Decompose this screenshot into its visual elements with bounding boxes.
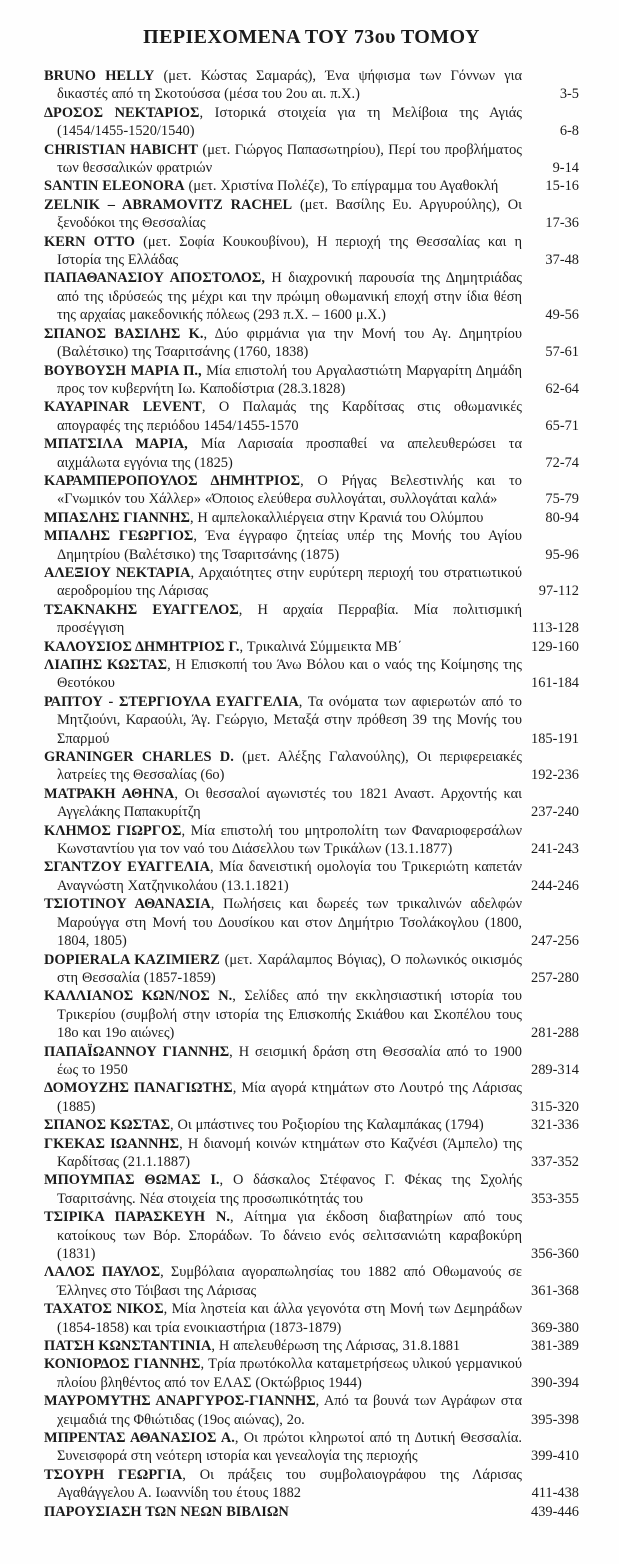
entry-text [44, 601, 522, 638]
entry-author: ΤΣΟΥΡΗ ΓΕΩΡΓΙΑ [44, 1466, 183, 1483]
toc-entry [44, 233, 579, 270]
entry-title: , Η διανομή κοινών κτημάτων στο Καζνέσι (Άμπελο) της Καρδίτσας (21.1.1887) [57, 1135, 522, 1170]
toc-entry [44, 509, 579, 527]
toc-entry [44, 1116, 579, 1134]
entry-text [44, 564, 522, 601]
entry-pages: 62-64 [545, 380, 579, 397]
entry-title: , Μία ληστεία και άλλα γεγονότα στη Μονή των Δεμηράδων (1854-1858) και τρία ενοικιαστήρια (1873-1879) [57, 1301, 522, 1336]
entry-text [44, 141, 522, 178]
entry-pages: 381-389 [531, 1338, 579, 1355]
entry-author: ΠΑΠΑΪΩΑΝΝΟΥ ΓΙΑΝΝΗΣ [44, 1043, 230, 1060]
entry-author: ΤΣΙΡΙΚΑ ΠΑΡΑΣΚΕΥΗ Ν. [44, 1209, 230, 1226]
entry-text [44, 1392, 522, 1429]
entry-author: ΚΑΛΟΥΣΙΟΣ ΔΗΜΗΤΡΙΟΣ Γ. [44, 638, 240, 655]
entry-title: , Ο δάσκαλος Στέφανος Γ. Φέκας της Σχολής Τσαριτσάνης. Νέα στοιχεία της προσωπικότητάς του [57, 1172, 522, 1207]
entry-author: DOPIERALA KAZIMIERZ [44, 951, 220, 968]
entry-author: CHRISTIAN HABICHT [44, 141, 198, 158]
entry-author: ΣΠΑΝΟΣ ΒΑΣΙΛΗΣ Κ. [44, 325, 204, 342]
entry-pages: 247-256 [531, 933, 579, 950]
entry-pages: 129-160 [531, 638, 579, 655]
entry-author: ΣΓΑΝΤΖΟΥ ΕΥΑΓΓΕΛΙΑ [44, 859, 210, 876]
entry-pages: 281-288 [531, 1025, 579, 1042]
entry-title: , Αίτημα για έκδοση διαβατηρίων από τους κατοίκους των Βόρ. Σποράδων. Το δάνειο ενός σελιτσανιώτη καραβοκύρη (1831) [57, 1209, 522, 1262]
entry-pages: 411-438 [531, 1485, 579, 1502]
entry-author: BRUNO HELLY [44, 68, 155, 84]
entry-title: , Μία αγορά κτημάτων στο Λουτρό της Λάρισας (1885) [57, 1080, 522, 1115]
entry-text [44, 656, 522, 693]
entry-pages: 80-94 [545, 509, 579, 526]
entry-title: , Τρικαλινά Σύμμεικτα ΜΒ΄ [239, 638, 403, 655]
entry-author: ΚΟΝΙΟΡΔΟΣ ΓΙΑΝΝΗΣ [44, 1356, 201, 1373]
toc-entry [44, 822, 579, 859]
toc-entry [44, 895, 579, 950]
entry-pages: 192-236 [531, 767, 579, 784]
toc-entry [44, 141, 579, 178]
toc-entry [44, 858, 579, 895]
entry-title: (μετ. Χριστίνα Πολέζε), Το επίγραμμα του Αγαθοκλή [184, 178, 499, 195]
entry-title: Μία Λαρισαία προσπαθεί να απελευθερώσει τα αιχμάλωτα εγγόνια της (1825) [57, 436, 523, 471]
entry-title: , Πωλήσεις και δωρεές των τρικαλινών αδελφών Μαρούγγα στη Μονή του Δουσίκου και στον Δημήτριο Τσολάκογλου (1800, 1804, 1805) [57, 896, 523, 950]
entry-text [44, 748, 522, 785]
entry-author: ΚΑΡΑΜΠΕΡΟΠΟΥΛΟΣ ΔΗΜΗΤΡΙΟΣ [44, 472, 301, 489]
entry-text [44, 527, 522, 564]
entry-text [44, 1263, 522, 1300]
entry-title: Μία επιστολή του Αργαλαστιώτη Μαργαρίτη Δημάδη προς τον κυβερνήτη Ιω. Καποδίστρια (28.3.1828) [57, 362, 523, 397]
toc-entry [44, 1337, 579, 1355]
toc-entry [44, 987, 579, 1042]
entry-text [44, 472, 522, 509]
entry-text [44, 269, 522, 324]
entry-author: ΒΟΥΒΟΥΣΗ ΜΑΡΙΑ Π., [44, 362, 202, 379]
entry-title: , Σελίδες από την εκκλησιαστική ιστορία του Τρικερίου (συμβολή στην ιστορία της Επισκοπής Σκιάθου και Σκοπέλου τους 18ο και 19ο αιώνες) [57, 988, 522, 1042]
toc-entry [44, 1392, 579, 1429]
entry-pages: 241-243 [531, 841, 579, 858]
entry-author: ZELNIK – ABRAMOVITZ RACHEL [44, 196, 293, 213]
entry-title: (μετ. Κώστας Σαμαράς), Ένα ψήφισμα των Γόννων για δικαστές από τη Σκοτούσσα (μέσα του 2ου αι. π.Χ.) [57, 68, 522, 103]
entry-text [44, 509, 522, 527]
entry-author: ΠΑΡΟΥΣΙΑΣΗ ΤΩΝ ΝΕΩΝ ΒΙΒΛΙΩΝ [44, 1503, 289, 1520]
entry-author: ΛΙΑΠΗΣ ΚΩΣΤΑΣ [44, 657, 168, 673]
entry-pages: 17-36 [545, 215, 579, 232]
entry-author: ΔΟΜΟΥΖΗΣ ΠΑΝΑΓΙΩΤΗΣ [44, 1080, 233, 1097]
entry-author: ΚΑΛΛΙΑΝΟΣ ΚΩΝ/ΝΟΣ Ν. [44, 988, 233, 1005]
entry-text [44, 1079, 522, 1116]
entry-author: ΜΑΤΡΑΚΗ ΑΘΗΝΑ [44, 785, 175, 802]
entry-pages: 97-112 [538, 583, 579, 600]
entry-pages: 439-446 [531, 1503, 579, 1520]
entry-pages: 161-184 [531, 675, 579, 692]
entry-text [44, 177, 522, 195]
toc-entry [44, 1208, 579, 1263]
entry-author: ΜΠΡΕΝΤΑΣ ΑΘΑΝΑΣΙΟΣ Α. [44, 1430, 235, 1447]
toc-entry [44, 1466, 579, 1503]
entry-pages: 289-314 [531, 1061, 579, 1078]
entry-text [44, 1043, 522, 1080]
entry-pages: 72-74 [545, 454, 579, 471]
entry-title: (μετ. Σοφία Κουκουβίνου), Η περιοχή της Θεσσαλίας και η Ιστορία της Ελλάδας [57, 233, 522, 269]
entry-pages: 49-56 [545, 307, 579, 324]
toc-entries [44, 67, 579, 1521]
entry-text [44, 1503, 522, 1521]
toc-entry [44, 656, 579, 693]
entry-author: SANTIN ELEONORA [44, 178, 185, 195]
toc-entry [44, 638, 579, 656]
toc-entry [44, 1355, 579, 1392]
toc-entry [44, 398, 579, 435]
entry-pages: 395-398 [531, 1411, 579, 1428]
toc-entry [44, 564, 579, 601]
entry-title: , Οι θεσσαλοί αγωνιστές του 1821 Αναστ. Αρχοντής και Αγγελάκης Παπακυρίτζη [57, 785, 522, 821]
entry-pages: 9-14 [552, 160, 579, 177]
toc-entry [44, 1503, 579, 1521]
entry-author: KAYAPINAR LEVENT [44, 399, 202, 416]
entry-title: , Η σεισμική δράση στη Θεσσαλία από το 1900 έως το 1950 [57, 1043, 522, 1078]
toc-entry [44, 177, 579, 195]
entry-text [44, 1466, 522, 1503]
entry-author: ΓΚΕΚΑΣ ΙΩΑΝΝΗΣ [44, 1135, 180, 1152]
entry-text [44, 822, 522, 859]
entry-text [44, 638, 522, 656]
toc-entry [44, 67, 579, 104]
entry-title: , Οι πρώτοι κληρωτοί από τη Δυτική Θεσσαλία. Συνεισφορά στη νεότερη ιστορία και γενεαλογία της περιοχής [57, 1430, 522, 1465]
entry-pages: 185-191 [531, 730, 579, 747]
entry-text [44, 858, 522, 895]
entry-text [44, 1337, 522, 1355]
entry-title: , Μία δανειστική ομολογία του Τρικεριώτη καπετάν Αναγνώστη Χατζηνικολάου (13.1.1821) [57, 859, 522, 894]
entry-title: , Ιστορικά στοιχεία για τη Μελίβοια της Αγιάς (1454/1455-1520/1540) [57, 104, 523, 140]
toc-entry [44, 1079, 579, 1116]
entry-pages: 337-352 [531, 1153, 579, 1170]
entry-text [44, 1135, 522, 1172]
entry-text [44, 1355, 522, 1392]
entry-title: (μετ. Γιώργος Παπασωτηρίου), Περί του προβλήματος των θεσσαλικών φρατριών [57, 141, 522, 177]
entry-author: ΛΑΛΟΣ ΠΑΥΛΟΣ [44, 1264, 161, 1281]
entry-author: KERN OTTO [44, 233, 135, 250]
entry-pages: 390-394 [531, 1374, 579, 1391]
toc-entry [44, 1043, 579, 1080]
entry-author: ΜΠΑΛΗΣ ΓΕΩΡΓΙΟΣ [44, 528, 194, 545]
entry-text [44, 1116, 522, 1134]
entry-pages: 3-5 [559, 86, 579, 103]
entry-text [44, 987, 522, 1042]
entry-author: ΑΛΕΞΙΟΥ ΝΕΚΤΑΡΙΑ [44, 564, 191, 581]
entry-author: ΜΑΥΡΟΜΥΤΗΣ ΑΝΑΡΓΥΡΟΣ-ΓΙΑΝΝΗΣ [44, 1393, 316, 1410]
entry-title: , Οι μπάστινες του Ροξιορίου της Καλαμπάκας (1794) [170, 1117, 484, 1134]
entry-title: , Μία επιστολή του μητροπολίτη των Φαναριοφερσάλων Κωνσταντίου για τον ναό του Διάσελλου των Τρικάλων (13.1.1877) [57, 822, 522, 858]
entry-text [44, 233, 522, 270]
entry-pages: 113-128 [531, 620, 579, 637]
entry-author: ΤΣΑΚΝΑΚΗΣ ΕΥΑΓΓΕΛΟΣ [44, 601, 239, 618]
entry-pages: 369-380 [531, 1319, 579, 1336]
toc-entry [44, 785, 579, 822]
entry-title: , Ο Παλαμάς της Καρδίτσας στις οθωμανικές απογραφές της περιόδου 1454/1455-1570 [57, 399, 523, 434]
entry-author: ΤΑΧΑΤΟΣ ΝΙΚΟΣ [44, 1301, 164, 1318]
entry-pages: 37-48 [545, 252, 579, 269]
entry-author: ΤΣΙΟΤΙΝΟΥ ΑΘΑΝΑΣΙΑ [44, 896, 211, 913]
entry-author: ΠΑΠΑΘΑΝΑΣΙΟΥ ΑΠΟΣΤΟΛΟΣ, [44, 270, 265, 287]
entry-title: , Η αμπελοκαλλιέργεια στην Κρανιά του Ολύμπου [189, 509, 484, 526]
entry-title: , Από τα βουνά των Αγράφων στα χειμαδιά της Φθιώτιδας (19ος αιώνας), 2ο. [57, 1393, 522, 1428]
entry-author: ΠΑΤΣΗ ΚΩΝΣΤΑΝΤΙΝΙΑ [44, 1338, 212, 1355]
entry-title: , Συμβόλαια αγοραπωλησίας του 1882 από Οθωμανούς σε Έλληνες στο Τόιβασι της Λάρισας [57, 1264, 522, 1299]
toc-entry [44, 951, 579, 988]
entry-author: GRANINGER CHARLES D. [44, 749, 234, 766]
page-title: ΠΕΡΙΕΧΟΜΕΝΑ ΤΟΥ 73ου ΤΟΜΟΥ [143, 26, 480, 48]
entry-pages: 6-8 [559, 123, 579, 140]
entry-text [44, 785, 522, 822]
toc-entry [44, 1300, 579, 1337]
entry-title: , Η απελευθέρωση της Λάρισας, 31.8.1881 [211, 1338, 461, 1355]
entry-text [44, 1300, 522, 1337]
entry-text [44, 1171, 522, 1208]
toc-entry [44, 1263, 579, 1300]
entry-pages: 353-355 [531, 1190, 579, 1207]
toc-entry [44, 1135, 579, 1172]
entry-pages: 399-410 [531, 1448, 579, 1465]
entry-text [44, 67, 522, 104]
entry-pages: 15-16 [545, 178, 579, 195]
entry-pages: 75-79 [545, 491, 579, 508]
entry-pages: 257-280 [531, 969, 579, 986]
toc-entry [44, 748, 579, 785]
entry-pages: 237-240 [531, 804, 579, 821]
entry-author: ΚΛΗΜΟΣ ΓΙΩΡΓΟΣ [44, 822, 182, 839]
toc-entry [44, 269, 579, 324]
entry-author: ΔΡΟΣΟΣ ΝΕΚΤΑΡΙΟΣ [44, 104, 200, 121]
entry-pages: 315-320 [531, 1098, 579, 1115]
entry-title: , Τρία πρωτόκολλα καταμετρήσεως υλικού γερμανικού πλοίου βληθέντος από τον ΕΛΑΣ (Οκτώβριος 1944) [57, 1356, 522, 1391]
entry-text [44, 196, 522, 233]
toc-entry [44, 1429, 579, 1466]
entry-author: ΜΠΑΤΣΙΛΑ ΜΑΡΙΑ, [44, 436, 188, 453]
entry-text [44, 325, 522, 362]
entry-pages: 361-368 [531, 1282, 579, 1299]
toc-entry [44, 196, 579, 233]
entry-text [44, 1429, 522, 1466]
toc-entry [44, 693, 579, 748]
entry-title: , Ένα έγγραφο ζητείας υπέρ της Μονής του Αγίου Δημητρίου (Βαλέτσικο) της Τσαριτσάνης (1875) [57, 528, 522, 563]
entry-author: ΜΠΟΥΜΠΑΣ ΘΩΜΑΣ Ι. [44, 1172, 220, 1189]
entry-title: (μετ. Αλέξης Γαλανούλης), Οι περιφερειακές λατρείες της Θεσσαλίας (6ο) [57, 749, 523, 784]
entry-title: , Αρχαιότητες στην ευρύτερη περιοχή του στρατιωτικού αεροδρομίου της Λάρισας [57, 564, 522, 600]
entry-pages: 57-61 [545, 344, 579, 361]
entry-title: , Τα ονόματα των αφιερωτών από το Μητζιούνι, Καραούλι, Άγ. Γεώργιο, Μεταξά στην πρόθεση 39 της Μονής του Σπαρμού [57, 693, 522, 747]
entry-pages: 95-96 [545, 546, 579, 563]
entry-text [44, 435, 522, 472]
entry-pages: 356-360 [531, 1246, 579, 1262]
entry-title: , Ο Ρήγας Βελεστινλής και το «Γνωμικόν του Χάλλερ» «Όποιος ελεύθερα συλλογάται, συλλογάται καλά» [57, 472, 522, 508]
entry-title: Η διαχρονική παρουσία της Δημητριάδας από της ιδρύσεώς της μέχρι και την πρώιμη οθωμανική εποχή στην ίδια θέση της αρχαίας μακεδονικής πόλεως (293 π.Χ. – 1600 μ.Χ.) [57, 270, 522, 324]
toc-entry [44, 601, 579, 638]
entry-title: (μετ. Βασίλης Ευ. Αργυρούλης), Οι ξενοδόκοι της Θεσσαλίας [57, 196, 522, 232]
entry-title: (μετ. Χαράλαμπος Βόγιας), Ο πολωνικός οικισμός στη Θεσσαλία (1857-1859) [57, 951, 522, 986]
entry-text [44, 951, 522, 988]
toc-entry [44, 527, 579, 564]
entry-title: , Δύο φιρμάνια για την Μονή του Αγ. Δημητρίου (Βαλέτσικο) της Τσαριτσάνης (1760, 1838) [57, 325, 523, 361]
entry-text [44, 693, 522, 748]
entry-author: ΡΑΠΤΟΥ - ΣΤΕΡΓΙΟΥΛΑ ΕΥΑΓΓΕΛΙΑ [44, 693, 299, 710]
entry-text [44, 895, 522, 950]
toc-entry [44, 104, 579, 141]
entry-text [44, 104, 522, 141]
toc-entry [44, 1171, 579, 1208]
entry-pages: 65-71 [545, 417, 579, 434]
toc-entry [44, 325, 579, 362]
toc-entry [44, 362, 579, 399]
entry-title: , Οι πράξεις του συμβολαιογράφου της Λάρισας Αγαθάγγελου Α. Ιωαννίδη του έτους 1882 [57, 1466, 522, 1502]
entry-text [44, 398, 522, 435]
toc-entry [44, 435, 579, 472]
entry-author: ΣΠΑΝΟΣ ΚΩΣΤΑΣ [44, 1117, 171, 1134]
entry-title: , Η Επισκοπή του Άνω Βόλου και ο ναός της Κοίμησης της Θεοτόκου [57, 657, 522, 692]
entry-text [44, 1208, 522, 1263]
entry-text [44, 362, 522, 399]
entry-pages: 321-336 [531, 1117, 579, 1134]
toc-entry [44, 472, 579, 509]
entry-pages: 244-246 [531, 877, 579, 894]
entry-title: , Η αρχαία Περραβία. Μία πολιτισμική προσέγγιση [57, 601, 522, 637]
entry-author: ΜΠΑΣΛΗΣ ΓΙΑΝΝΗΣ [44, 509, 190, 526]
